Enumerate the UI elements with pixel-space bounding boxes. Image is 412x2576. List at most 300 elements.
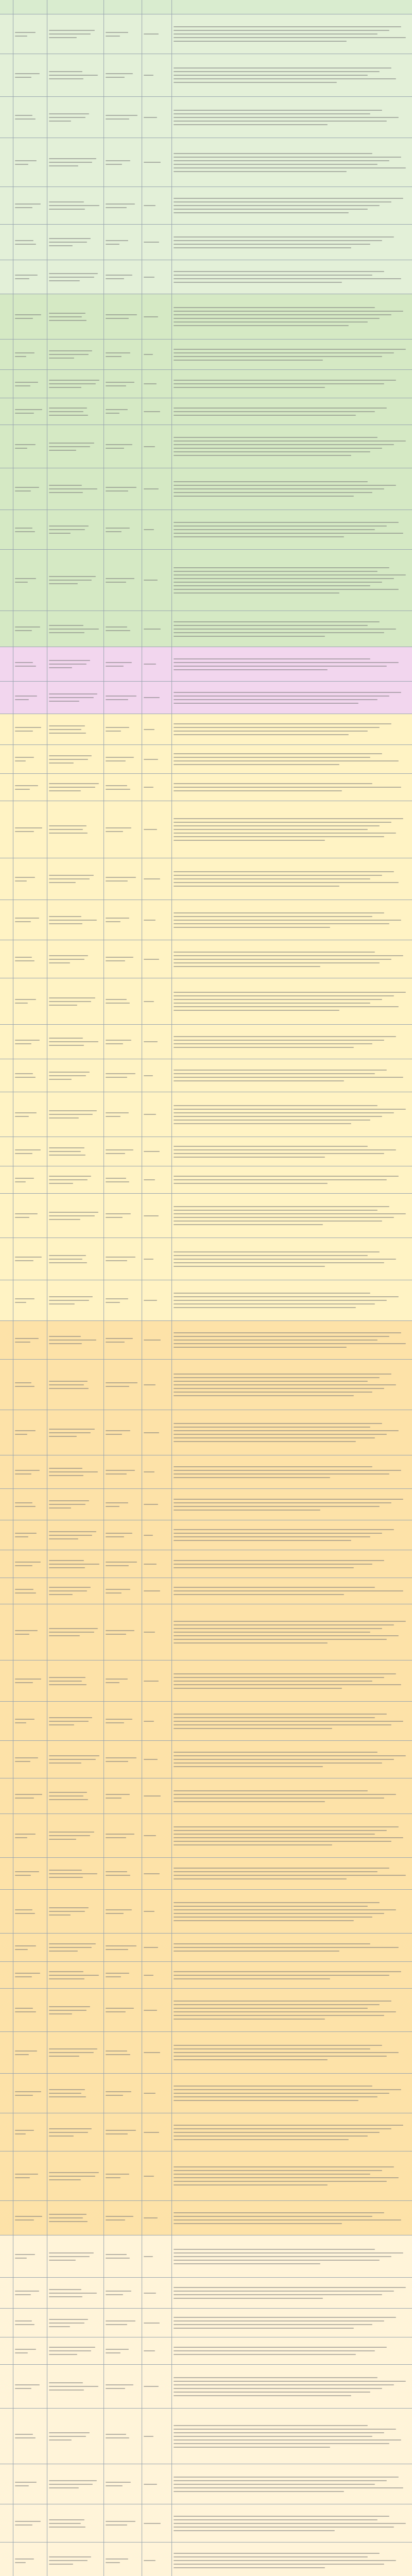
row-time-cell bbox=[104, 2113, 142, 2151]
row-name-cell bbox=[47, 2113, 104, 2151]
row-time-cell bbox=[104, 978, 142, 1024]
row-description-cell bbox=[172, 1814, 412, 1857]
row-name-cell bbox=[47, 1489, 104, 1520]
row-category-cell bbox=[13, 1166, 47, 1193]
row-location-cell bbox=[142, 2074, 172, 2113]
row-seq-cell bbox=[0, 510, 13, 549]
table-row bbox=[0, 1321, 412, 1360]
row-location-cell bbox=[142, 1604, 172, 1660]
row-description-cell bbox=[172, 1520, 412, 1550]
row-location-cell bbox=[142, 294, 172, 339]
row-time-cell bbox=[104, 1934, 142, 1961]
row-seq-cell bbox=[0, 1059, 13, 1092]
row-seq-cell bbox=[0, 2278, 13, 2308]
row-location-cell bbox=[142, 97, 172, 138]
row-name-cell bbox=[47, 225, 104, 260]
table-row bbox=[0, 2032, 412, 2074]
row-description-cell bbox=[172, 2032, 412, 2073]
table-row bbox=[0, 1702, 412, 1741]
table-row bbox=[0, 260, 412, 294]
row-description-cell bbox=[172, 1578, 412, 1604]
row-seq-cell bbox=[0, 1660, 13, 1701]
table-row bbox=[0, 510, 412, 550]
row-category-cell bbox=[13, 1059, 47, 1092]
row-seq-cell bbox=[0, 1455, 13, 1488]
row-category-cell bbox=[13, 550, 47, 611]
row-seq-cell bbox=[0, 1092, 13, 1137]
row-location-cell bbox=[142, 1814, 172, 1857]
row-category-cell bbox=[13, 14, 47, 54]
row-category-cell bbox=[13, 1702, 47, 1740]
row-category-cell bbox=[13, 138, 47, 187]
row-seq-cell bbox=[0, 2409, 13, 2464]
row-time-cell bbox=[104, 1578, 142, 1604]
row-seq-cell bbox=[0, 1137, 13, 1166]
row-name-cell bbox=[47, 1578, 104, 1604]
row-description-cell bbox=[172, 1166, 412, 1193]
row-seq-cell bbox=[0, 187, 13, 224]
row-description-cell bbox=[172, 801, 412, 858]
row-seq-cell bbox=[0, 340, 13, 369]
row-name-cell bbox=[47, 1814, 104, 1857]
row-name-cell bbox=[47, 97, 104, 138]
row-name-cell bbox=[47, 1858, 104, 1889]
table-row bbox=[0, 1280, 412, 1321]
table-header bbox=[0, 0, 412, 14]
row-description-cell bbox=[172, 2113, 412, 2151]
row-location-cell bbox=[142, 1137, 172, 1166]
row-name-cell bbox=[47, 801, 104, 858]
row-location-cell bbox=[142, 714, 172, 744]
row-description-cell bbox=[172, 1137, 412, 1166]
row-description-cell bbox=[172, 225, 412, 260]
row-location-cell bbox=[142, 1092, 172, 1137]
row-description-cell bbox=[172, 1604, 412, 1660]
row-time-cell bbox=[104, 425, 142, 468]
row-name-cell bbox=[47, 2365, 104, 2408]
column-header-loc bbox=[142, 0, 172, 14]
row-seq-cell bbox=[0, 97, 13, 138]
row-name-cell bbox=[47, 1194, 104, 1238]
table-row bbox=[0, 2151, 412, 2201]
row-name-cell bbox=[47, 2409, 104, 2464]
row-category-cell bbox=[13, 2504, 47, 2542]
row-seq-cell bbox=[0, 1550, 13, 1578]
row-name-cell bbox=[47, 370, 104, 398]
table-row bbox=[0, 2113, 412, 2151]
row-category-cell bbox=[13, 2032, 47, 2073]
row-description-cell bbox=[172, 714, 412, 744]
table-row bbox=[0, 1166, 412, 1194]
row-category-cell bbox=[13, 745, 47, 773]
row-location-cell bbox=[142, 1166, 172, 1193]
row-category-cell bbox=[13, 54, 47, 96]
row-time-cell bbox=[104, 611, 142, 647]
row-name-cell bbox=[47, 940, 104, 978]
row-name-cell bbox=[47, 340, 104, 369]
row-time-cell bbox=[104, 940, 142, 978]
row-time-cell bbox=[104, 1194, 142, 1238]
row-description-cell bbox=[172, 2278, 412, 2308]
row-location-cell bbox=[142, 1660, 172, 1701]
row-time-cell bbox=[104, 2504, 142, 2542]
row-seq-cell bbox=[0, 2151, 13, 2200]
row-location-cell bbox=[142, 1455, 172, 1488]
row-seq-cell bbox=[0, 1280, 13, 1320]
row-category-cell bbox=[13, 2409, 47, 2464]
row-time-cell bbox=[104, 14, 142, 54]
table-row bbox=[0, 1092, 412, 1137]
row-location-cell bbox=[142, 2278, 172, 2308]
row-time-cell bbox=[104, 2543, 142, 2576]
row-time-cell bbox=[104, 714, 142, 744]
row-name-cell bbox=[47, 1702, 104, 1740]
row-location-cell bbox=[142, 2309, 172, 2337]
table-row bbox=[0, 858, 412, 900]
row-description-cell bbox=[172, 2337, 412, 2364]
row-location-cell bbox=[142, 2409, 172, 2464]
table-row bbox=[0, 1778, 412, 1814]
row-location-cell bbox=[142, 187, 172, 224]
row-category-cell bbox=[13, 1934, 47, 1961]
row-category-cell bbox=[13, 1137, 47, 1166]
row-location-cell bbox=[142, 340, 172, 369]
row-location-cell bbox=[142, 2337, 172, 2364]
table-row bbox=[0, 1455, 412, 1489]
row-location-cell bbox=[142, 2032, 172, 2073]
row-location-cell bbox=[142, 425, 172, 468]
row-seq-cell bbox=[0, 398, 13, 425]
row-time-cell bbox=[104, 2309, 142, 2337]
row-description-cell bbox=[172, 1890, 412, 1933]
row-description-cell bbox=[172, 858, 412, 900]
row-location-cell bbox=[142, 1858, 172, 1889]
row-description-cell bbox=[172, 340, 412, 369]
row-name-cell bbox=[47, 1410, 104, 1455]
row-location-cell bbox=[142, 510, 172, 549]
row-seq-cell bbox=[0, 54, 13, 96]
row-category-cell bbox=[13, 1025, 47, 1059]
row-description-cell bbox=[172, 468, 412, 510]
row-category-cell bbox=[13, 1321, 47, 1359]
row-time-cell bbox=[104, 1778, 142, 1814]
row-seq-cell bbox=[0, 14, 13, 54]
row-time-cell bbox=[104, 2365, 142, 2408]
row-location-cell bbox=[142, 1550, 172, 1578]
row-category-cell bbox=[13, 340, 47, 369]
row-seq-cell bbox=[0, 1321, 13, 1359]
row-description-cell bbox=[172, 14, 412, 54]
table-row bbox=[0, 294, 412, 340]
row-seq-cell bbox=[0, 260, 13, 294]
row-name-cell bbox=[47, 611, 104, 647]
row-category-cell bbox=[13, 260, 47, 294]
row-name-cell bbox=[47, 2278, 104, 2308]
row-seq-cell bbox=[0, 774, 13, 801]
row-name-cell bbox=[47, 900, 104, 940]
row-time-cell bbox=[104, 1890, 142, 1933]
row-time-cell bbox=[104, 1092, 142, 1137]
row-description-cell bbox=[172, 682, 412, 714]
row-name-cell bbox=[47, 1741, 104, 1778]
table-row bbox=[0, 940, 412, 978]
table-row bbox=[0, 2235, 412, 2278]
row-location-cell bbox=[142, 2151, 172, 2200]
row-description-cell bbox=[172, 1059, 412, 1092]
table-row bbox=[0, 774, 412, 801]
row-category-cell bbox=[13, 2151, 47, 2200]
row-description-cell bbox=[172, 1934, 412, 1961]
row-location-cell bbox=[142, 1238, 172, 1280]
row-seq-cell bbox=[0, 647, 13, 681]
row-name-cell bbox=[47, 138, 104, 187]
row-seq-cell bbox=[0, 611, 13, 647]
row-seq-cell bbox=[0, 225, 13, 260]
row-description-cell bbox=[172, 1238, 412, 1280]
row-seq-cell bbox=[0, 2074, 13, 2113]
row-name-cell bbox=[47, 2504, 104, 2542]
row-seq-cell bbox=[0, 2201, 13, 2235]
row-description-cell bbox=[172, 54, 412, 96]
table-row bbox=[0, 1934, 412, 1962]
row-category-cell bbox=[13, 714, 47, 744]
row-category-cell bbox=[13, 2337, 47, 2364]
row-description-cell bbox=[172, 260, 412, 294]
row-time-cell bbox=[104, 1489, 142, 1520]
row-category-cell bbox=[13, 294, 47, 339]
row-seq-cell bbox=[0, 1778, 13, 1814]
row-time-cell bbox=[104, 2409, 142, 2464]
row-name-cell bbox=[47, 1520, 104, 1550]
row-time-cell bbox=[104, 1238, 142, 1280]
row-name-cell bbox=[47, 1778, 104, 1814]
row-description-cell bbox=[172, 2464, 412, 2504]
row-category-cell bbox=[13, 468, 47, 510]
row-location-cell bbox=[142, 1360, 172, 1410]
row-location-cell bbox=[142, 2464, 172, 2504]
row-name-cell bbox=[47, 745, 104, 773]
row-seq-cell bbox=[0, 294, 13, 339]
row-time-cell bbox=[104, 1360, 142, 1410]
row-name-cell bbox=[47, 774, 104, 801]
row-category-cell bbox=[13, 370, 47, 398]
table-row bbox=[0, 14, 412, 54]
row-name-cell bbox=[47, 1280, 104, 1320]
row-name-cell bbox=[47, 260, 104, 294]
row-description-cell bbox=[172, 2235, 412, 2277]
row-seq-cell bbox=[0, 1934, 13, 1961]
row-name-cell bbox=[47, 714, 104, 744]
row-time-cell bbox=[104, 647, 142, 681]
row-category-cell bbox=[13, 398, 47, 425]
row-description-cell bbox=[172, 745, 412, 773]
row-name-cell bbox=[47, 1962, 104, 1988]
row-seq-cell bbox=[0, 2365, 13, 2408]
row-category-cell bbox=[13, 978, 47, 1024]
row-description-cell bbox=[172, 1280, 412, 1320]
row-description-cell bbox=[172, 187, 412, 224]
row-category-cell bbox=[13, 1989, 47, 2031]
row-description-cell bbox=[172, 370, 412, 398]
row-description-cell bbox=[172, 611, 412, 647]
row-category-cell bbox=[13, 1520, 47, 1550]
row-location-cell bbox=[142, 370, 172, 398]
row-location-cell bbox=[142, 1194, 172, 1238]
row-category-cell bbox=[13, 1890, 47, 1933]
row-description-cell bbox=[172, 1194, 412, 1238]
row-seq-cell bbox=[0, 2309, 13, 2337]
row-description-cell bbox=[172, 1962, 412, 1988]
row-category-cell bbox=[13, 1660, 47, 1701]
row-seq-cell bbox=[0, 1166, 13, 1193]
row-category-cell bbox=[13, 2278, 47, 2308]
row-seq-cell bbox=[0, 1520, 13, 1550]
row-description-cell bbox=[172, 2409, 412, 2464]
row-description-cell bbox=[172, 2543, 412, 2576]
row-category-cell bbox=[13, 1778, 47, 1814]
row-seq-cell bbox=[0, 714, 13, 744]
table-row bbox=[0, 1194, 412, 1238]
row-description-cell bbox=[172, 900, 412, 940]
table-row bbox=[0, 1989, 412, 2032]
table-row bbox=[0, 1814, 412, 1858]
row-seq-cell bbox=[0, 1890, 13, 1933]
row-location-cell bbox=[142, 468, 172, 510]
row-seq-cell bbox=[0, 1741, 13, 1778]
row-description-cell bbox=[172, 1660, 412, 1701]
row-time-cell bbox=[104, 2278, 142, 2308]
column-header-seq bbox=[0, 0, 13, 14]
row-name-cell bbox=[47, 1890, 104, 1933]
table-row bbox=[0, 1410, 412, 1455]
column-header-cat bbox=[13, 0, 47, 14]
row-seq-cell bbox=[0, 2337, 13, 2364]
row-location-cell bbox=[142, 940, 172, 978]
table-row bbox=[0, 2409, 412, 2464]
row-time-cell bbox=[104, 1410, 142, 1455]
column-header-name bbox=[47, 0, 104, 14]
row-category-cell bbox=[13, 1858, 47, 1889]
row-category-cell bbox=[13, 801, 47, 858]
table-row bbox=[0, 1660, 412, 1702]
row-name-cell bbox=[47, 2309, 104, 2337]
row-category-cell bbox=[13, 225, 47, 260]
row-category-cell bbox=[13, 2543, 47, 2576]
row-seq-cell bbox=[0, 370, 13, 398]
row-location-cell bbox=[142, 647, 172, 681]
row-location-cell bbox=[142, 1890, 172, 1933]
row-time-cell bbox=[104, 260, 142, 294]
row-category-cell bbox=[13, 1360, 47, 1410]
row-name-cell bbox=[47, 1934, 104, 1961]
row-category-cell bbox=[13, 900, 47, 940]
row-time-cell bbox=[104, 2201, 142, 2235]
row-time-cell bbox=[104, 2032, 142, 2073]
row-category-cell bbox=[13, 510, 47, 549]
table-row bbox=[0, 1489, 412, 1520]
row-category-cell bbox=[13, 2365, 47, 2408]
table-row bbox=[0, 900, 412, 940]
row-location-cell bbox=[142, 2235, 172, 2277]
row-time-cell bbox=[104, 682, 142, 714]
row-name-cell bbox=[47, 1455, 104, 1488]
row-name-cell bbox=[47, 2337, 104, 2364]
row-location-cell bbox=[142, 1489, 172, 1520]
row-name-cell bbox=[47, 468, 104, 510]
row-description-cell bbox=[172, 2074, 412, 2113]
column-header-time bbox=[104, 0, 142, 14]
row-time-cell bbox=[104, 2074, 142, 2113]
table-row bbox=[0, 714, 412, 745]
table-row bbox=[0, 340, 412, 370]
row-time-cell bbox=[104, 1550, 142, 1578]
table-row bbox=[0, 370, 412, 398]
row-time-cell bbox=[104, 1989, 142, 2031]
row-description-cell bbox=[172, 1410, 412, 1455]
row-time-cell bbox=[104, 801, 142, 858]
row-seq-cell bbox=[0, 978, 13, 1024]
row-description-cell bbox=[172, 550, 412, 611]
row-seq-cell bbox=[0, 1858, 13, 1889]
row-name-cell bbox=[47, 425, 104, 468]
row-location-cell bbox=[142, 1778, 172, 1814]
row-location-cell bbox=[142, 745, 172, 773]
table-row bbox=[0, 2543, 412, 2576]
table-row bbox=[0, 1520, 412, 1550]
row-name-cell bbox=[47, 2201, 104, 2235]
row-location-cell bbox=[142, 801, 172, 858]
table-row bbox=[0, 801, 412, 858]
row-location-cell bbox=[142, 1989, 172, 2031]
row-name-cell bbox=[47, 682, 104, 714]
row-seq-cell bbox=[0, 1410, 13, 1455]
table-row bbox=[0, 2365, 412, 2409]
row-description-cell bbox=[172, 1741, 412, 1778]
table-row bbox=[0, 550, 412, 611]
table-row bbox=[0, 1059, 412, 1092]
row-category-cell bbox=[13, 2464, 47, 2504]
row-seq-cell bbox=[0, 1989, 13, 2031]
row-category-cell bbox=[13, 187, 47, 224]
row-description-cell bbox=[172, 1702, 412, 1740]
row-seq-cell bbox=[0, 1578, 13, 1604]
row-time-cell bbox=[104, 294, 142, 339]
row-time-cell bbox=[104, 2464, 142, 2504]
row-category-cell bbox=[13, 1455, 47, 1488]
row-time-cell bbox=[104, 97, 142, 138]
row-location-cell bbox=[142, 2113, 172, 2151]
table-row bbox=[0, 425, 412, 468]
row-time-cell bbox=[104, 1741, 142, 1778]
row-time-cell bbox=[104, 1137, 142, 1166]
row-category-cell bbox=[13, 2235, 47, 2277]
row-time-cell bbox=[104, 1660, 142, 1701]
row-seq-cell bbox=[0, 801, 13, 858]
row-location-cell bbox=[142, 611, 172, 647]
row-description-cell bbox=[172, 1550, 412, 1578]
row-time-cell bbox=[104, 1280, 142, 1320]
table-row bbox=[0, 1238, 412, 1280]
row-name-cell bbox=[47, 550, 104, 611]
row-time-cell bbox=[104, 1059, 142, 1092]
row-name-cell bbox=[47, 1092, 104, 1137]
row-category-cell bbox=[13, 2113, 47, 2151]
row-time-cell bbox=[104, 1814, 142, 1857]
row-description-cell bbox=[172, 774, 412, 801]
row-description-cell bbox=[172, 1025, 412, 1059]
row-location-cell bbox=[142, 858, 172, 900]
table-row bbox=[0, 1137, 412, 1166]
